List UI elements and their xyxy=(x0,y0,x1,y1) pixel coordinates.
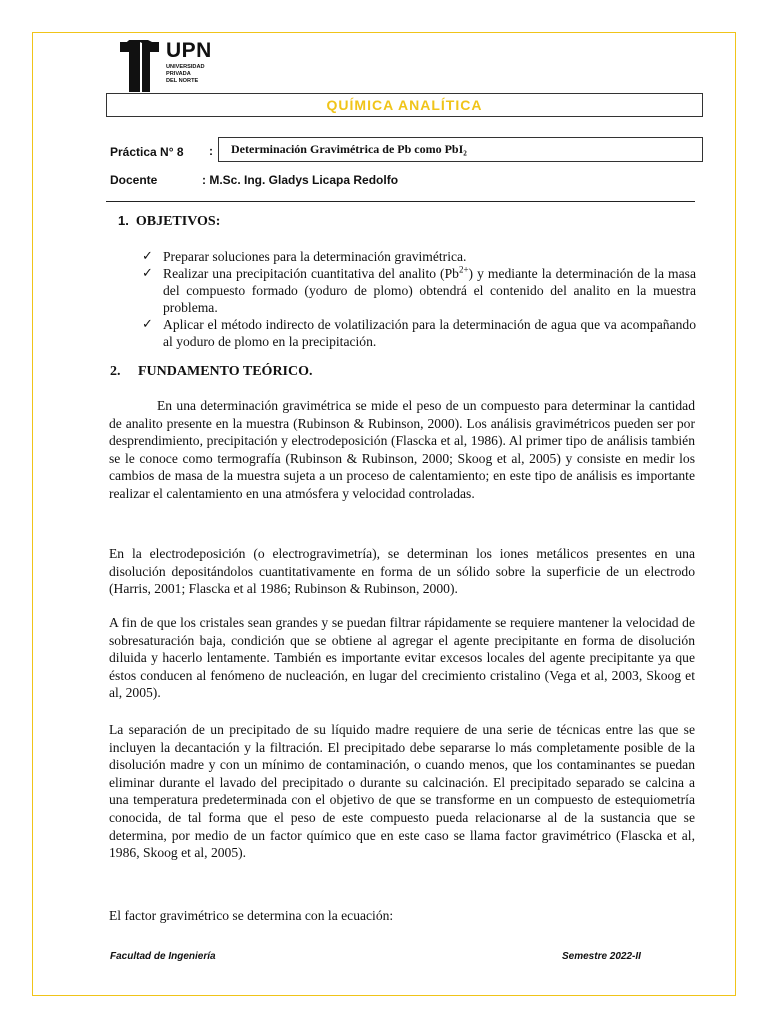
footer-semester: Semestre 2022-II xyxy=(562,951,641,962)
paragraph: En una determinación gravimétrica se mide el peso de un compuesto para determinar la cantidad de analito presente en la muestra (Rubinson & Rubinson, 2000). Los análisis gravimétricos pueden ser por desprendimiento, precipitación y electrodeposición (Flascka et al, 1986). Al primer tipo de análisis también se le conoce como termografía (Rubinson & Rubinson, 2000; Skoog et al, 2005) y consiste en medir los cambios de masa de la muestra sujeta a un proceso de calentamiento; en este tipo de análisis es importante realizar el calentamiento en una atmósfera y velocidad controladas. xyxy=(109,398,695,501)
logo-wordmark: UPN xyxy=(166,39,212,62)
paragraph: A fin de que los cristales sean grandes y se puedan filtrar rápidamente se requiere mantener la velocidad de sobresaturación baja, condición que se obtiene al agregar el agente precipitante en forma de disolución diluida y hacerlo lentamente. También es importante evitar excesos locales del agente precipitante ya que éstos conducen al fenómeno de nucleación, en lugar del crecimiento cristalino (Vega et al, 2003, Skoog et al, 2005). xyxy=(109,615,695,701)
docente-value: : M.Sc. Ing. Gladys Licapa Redolfo xyxy=(202,173,399,187)
paragraph: El factor gravimétrico se determina con la ecuación: xyxy=(109,908,394,923)
checkmark-icon: ✓ xyxy=(142,317,153,332)
logo-subtitle: UNIVERSIDAD PRIVADA DEL NORTE xyxy=(166,64,205,84)
paragraph: La separación de un precipitado de su líquido madre requiere de una serie de técnicas entre las que se incluyen la decantación y la filtración. El precipitado debe separarse lo más completamente posible de la disolución madre y con un mínimo de contaminación, o cuando menos, que los contaminantes se puedan eliminar durante el lavado del precipitado o durante su calcinación. El precipitado separado se calcina a una temperatura predeterminada con el objetivo de que se transforme en un compuesto de estequiometría conocida, de tal forma que el peso de este compuesto pueda relacionarse al de la sustancia que se determina, por medio de un factor químico que en este caso se llama factor gravimétrico (Flascka et al, 1986, Skoog et al, 2005). xyxy=(109,722,695,861)
practica-title: Determinación Gravimétrica de Pb como PbI₂ xyxy=(218,137,703,162)
objective-item: ✓ Realizar una precipitación cuantitativa del analito $(Pb^{2+})$ y mediante la determinación de la masa del compuesto formado (yoduro de plomo) obtendrá el contenido del analito en la muestra problema. xyxy=(142,264,696,315)
course-title: QUÍMICA ANALÍTICA xyxy=(106,93,703,117)
objective-item: ✓ Aplicar el método indirecto de volatilización para la determinación de agua que va acompañando al yoduro de plomo en la precipitación. xyxy=(142,317,696,349)
checkmark-icon: ✓ xyxy=(142,249,153,264)
header-divider xyxy=(106,201,695,202)
objective-item: ✓ Preparar soluciones para la determinación gravimétrica. xyxy=(142,249,467,264)
footer-faculty: Facultad de Ingeniería xyxy=(110,951,216,962)
checkmark-icon: ✓ xyxy=(142,266,153,281)
docente-label: Docente xyxy=(110,173,158,187)
paragraph: En la electrodeposición (o electrogravimetría), se determinan los iones metálicos presentes en una disolución depositándolos cuantitativamente en forma de un sólido sobre la superficie de un electrodo (Harris, 2001; Flascka et al 1986; Rubinson & Rubinson, 2000). xyxy=(109,546,695,597)
section-fundamento-heading: 2. FUNDAMENTO TEÓRICO. xyxy=(110,364,313,379)
practica-label: Práctica N° 8 xyxy=(110,145,184,159)
section-objetivos-heading: 1. OBJETIVOS: xyxy=(118,213,221,229)
practica-colon: : xyxy=(209,144,213,158)
